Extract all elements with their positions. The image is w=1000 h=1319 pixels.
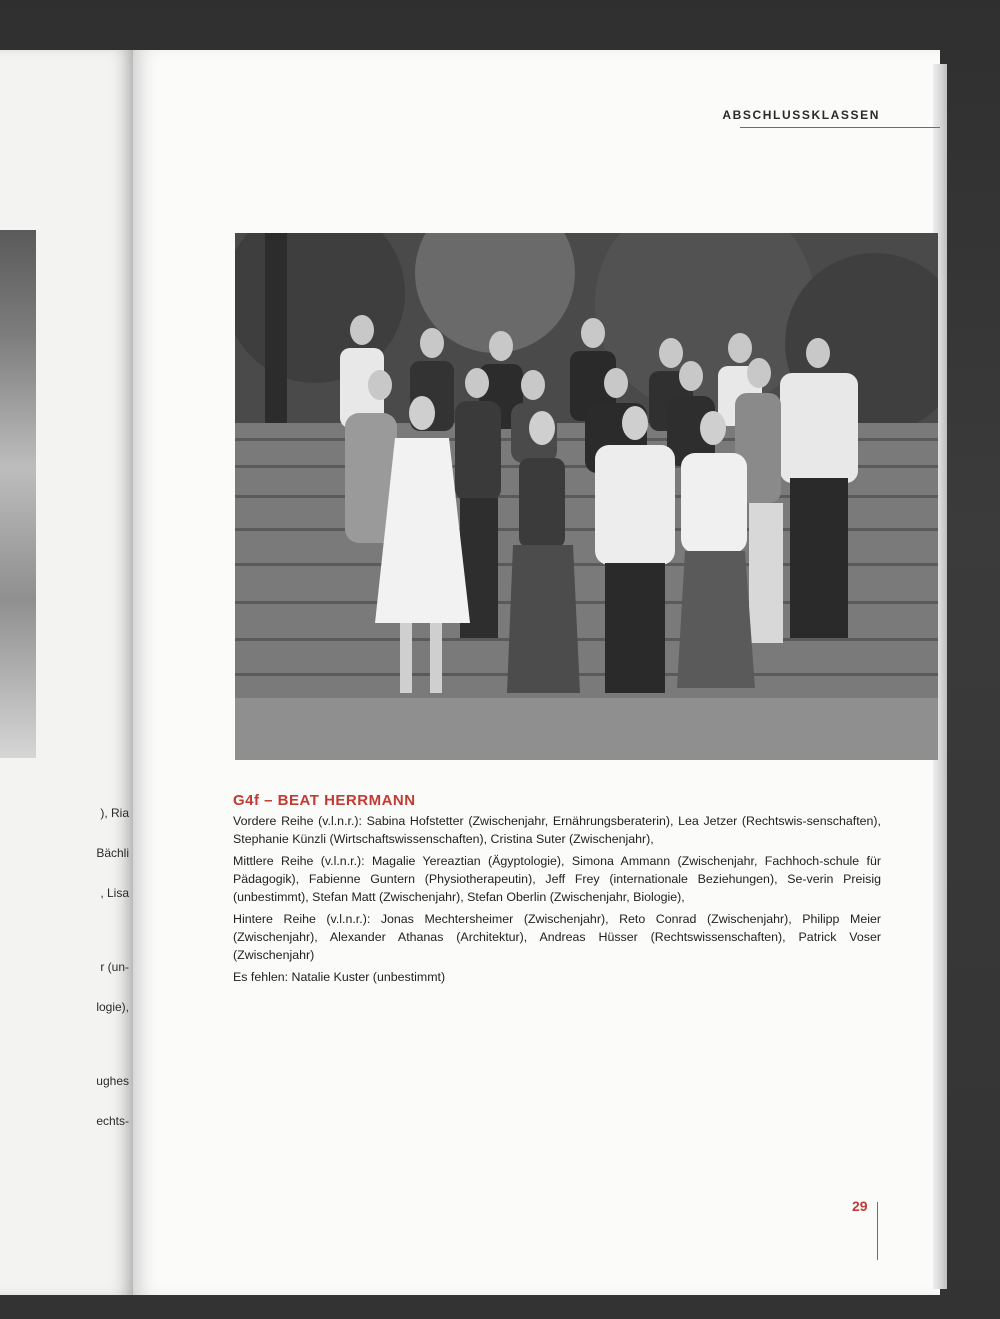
left-fragment: ughes [96,1074,129,1088]
left-page [0,50,133,1295]
left-page-photo-fragment [0,230,36,758]
left-fragment: ), Ria [100,806,129,820]
left-fragment: logie), [96,1000,129,1014]
left-fragment: Bächli [96,846,129,860]
caption-middle-row: Mittlere Reihe (v.l.n.r.): Magalie Yereaztian (Ägyptologie), Simona Ammann (Zwischenjahr, Fachhoch-schule für Pädagogik), Fabienne Guntern (Physiotherapeutin), Jeff Frey (internationale Beziehungen), Se-verin Preisig (unbestimmt), Stefan Matt (Zwischenjahr), Stefan Oberlin (Zwischenjahr, Biologie), [233,854,881,904]
header-rule [740,127,940,128]
section-header-label: ABSCHLUSSKLASSEN [722,108,880,122]
group-photo-illustration [235,233,938,760]
tree-trunk [265,233,287,433]
class-group-photo [235,233,938,760]
caption-missing: Es fehlen: Natalie Kuster (unbestimmt) [233,970,446,984]
caption-body [233,812,881,990]
page-number-rule [877,1202,878,1260]
caption-title: G4f – BEAT HERRMANN [233,792,416,809]
left-page-text-fragments [19,783,129,1151]
left-fragment: , Lisa [100,886,129,900]
caption-back-row: Hintere Reihe (v.l.n.r.): Jonas Mechtersheimer (Zwischenjahr), Reto Conrad (Zwischenjahr), Philipp Meier (Zwischenjahr), Alexander Athanas (Architektur), Andreas Hüsser (Rechtswissenschaften), Patrick Voser (Zwischenjahr) [233,912,881,962]
left-fragment: r (un- [100,960,129,974]
left-fragment: echts- [96,1114,129,1128]
caption-front-row: Vordere Reihe (v.l.n.r.): Sabina Hofstetter (Zwischenjahr, Ernährungsberaterin), Lea Jetzer (Rechtswis-senschaften), Stephanie Künzli (Wirtschaftswissenschaften), Cristina Suter (Zwischenjahr), [233,814,881,846]
page-number: 29 [852,1198,868,1214]
